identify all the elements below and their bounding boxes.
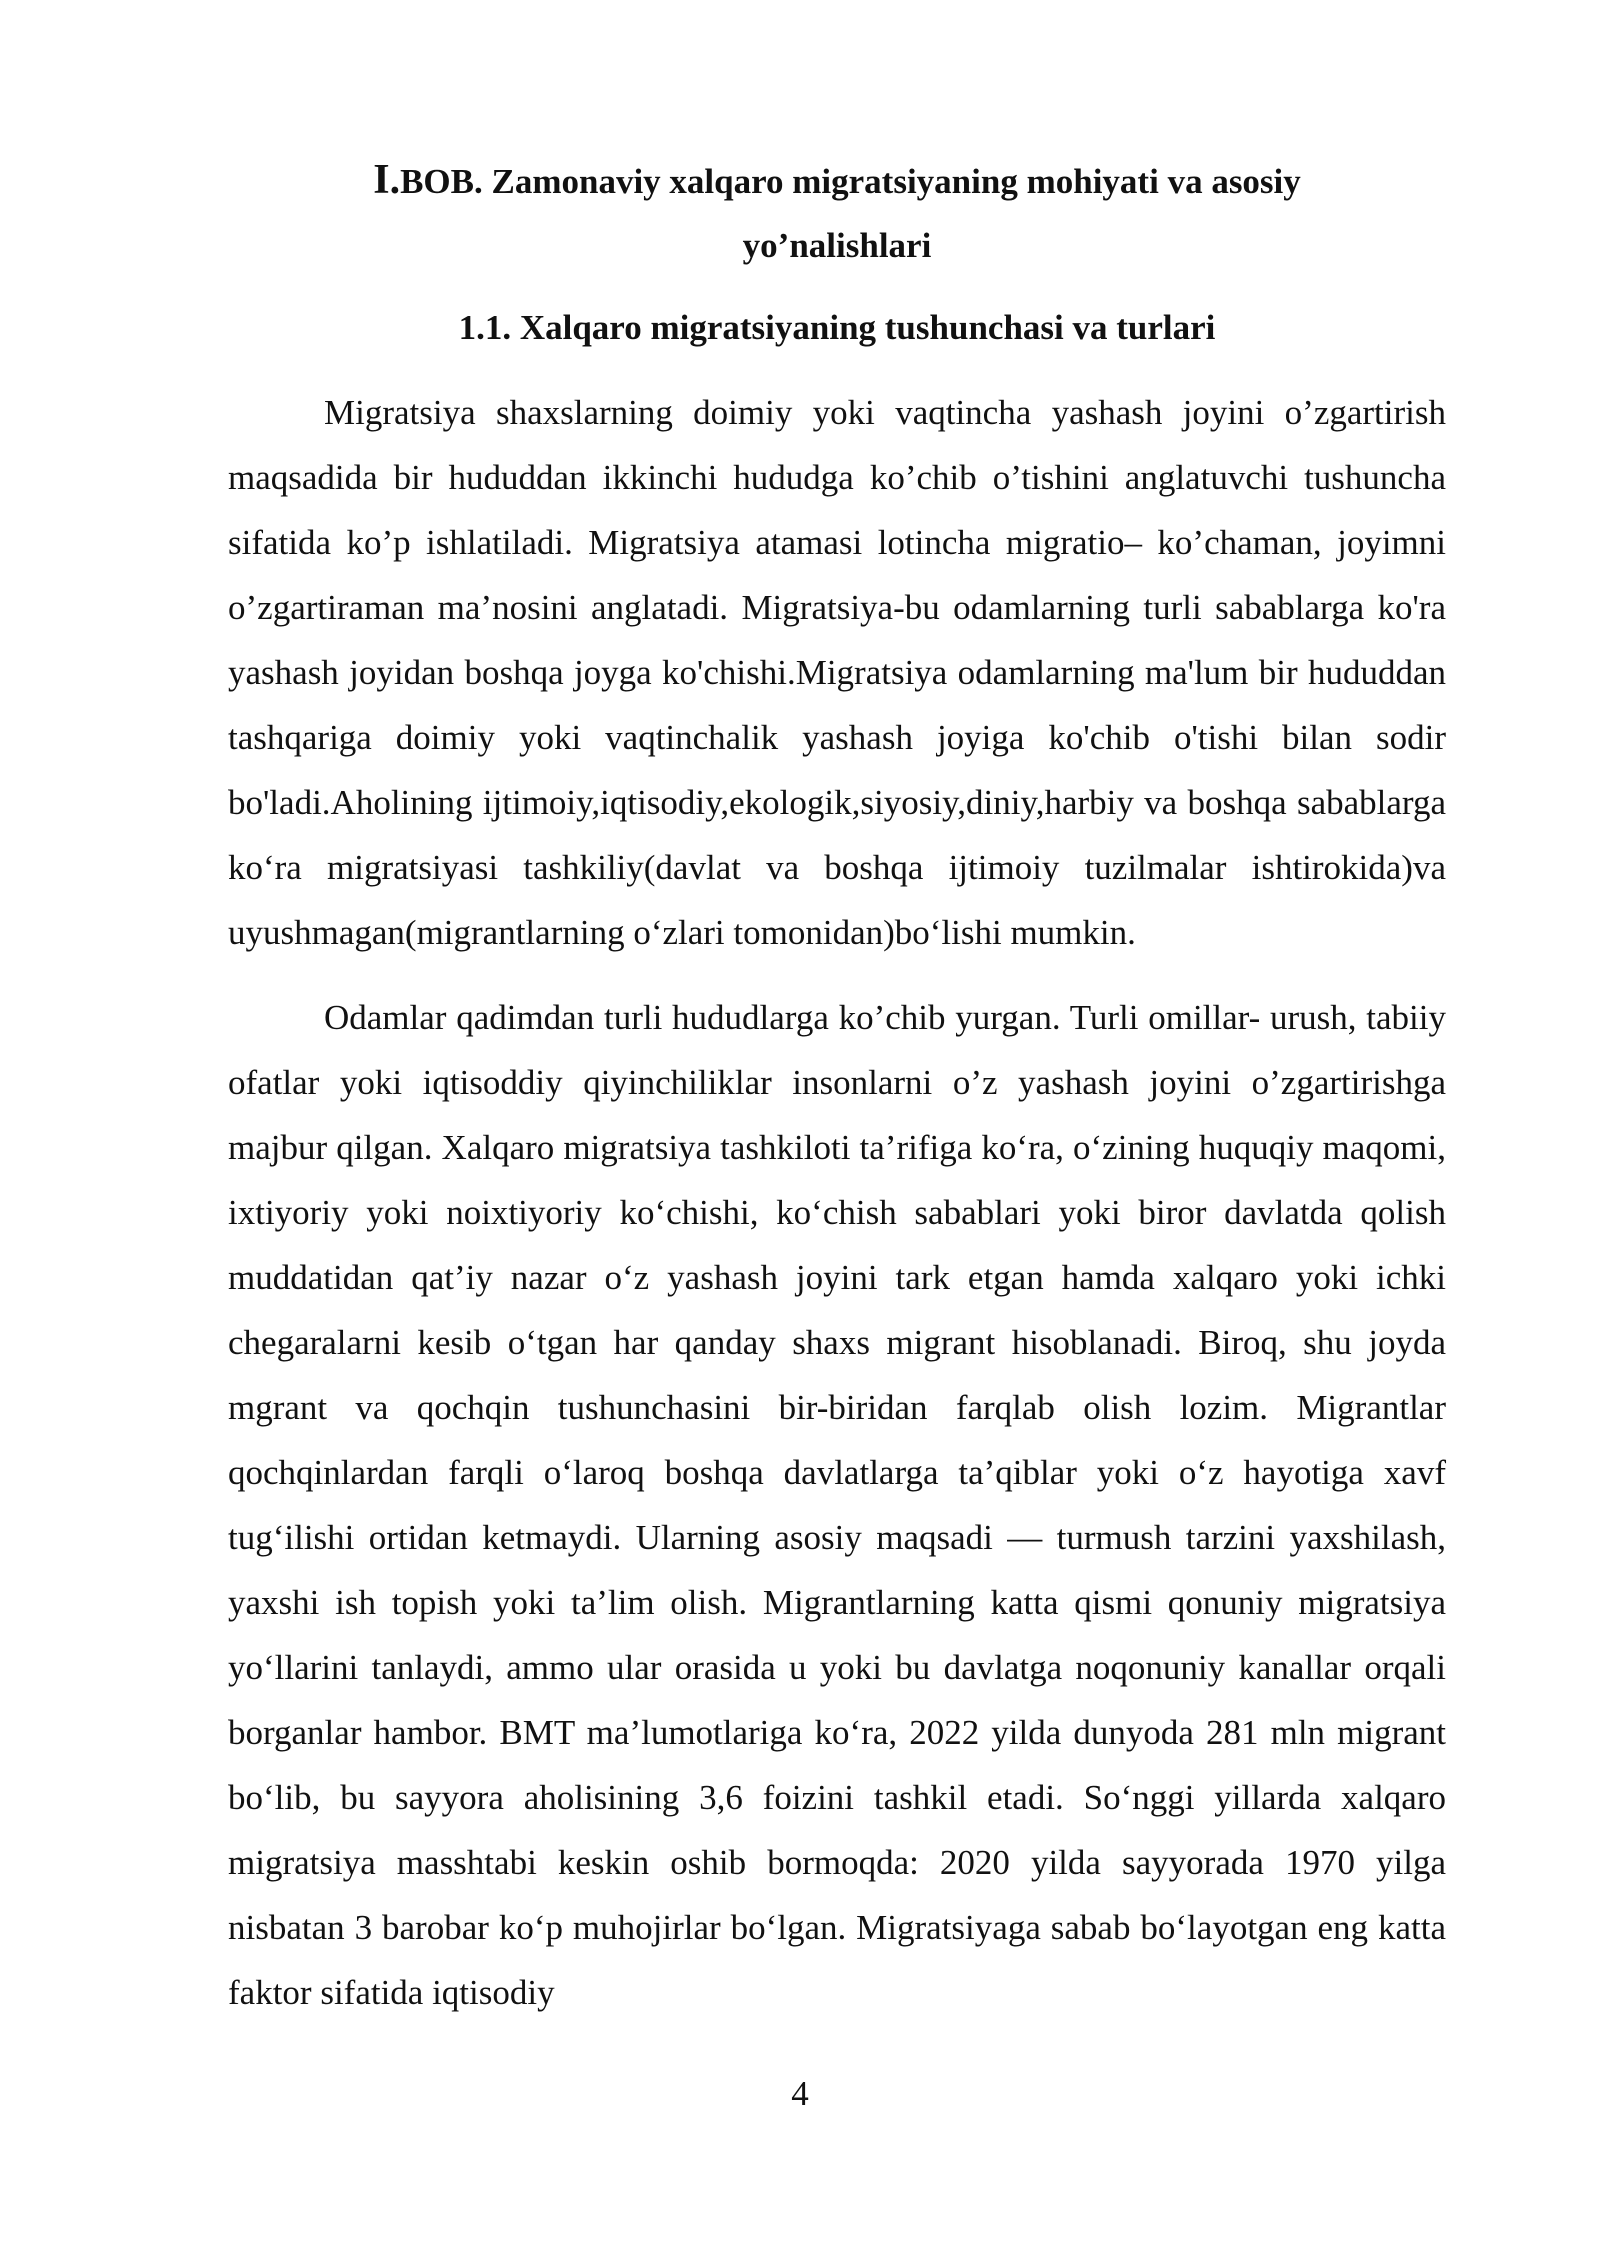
- chapter-title-line-2: yo’nalishlari: [742, 226, 932, 265]
- body-paragraph-1: Migratsiya shaxslarning doimiy yoki vaqtincha yashash joyini o’zgartirish maqsadida bir hududdan ikkinchi hududga ko’chib o’tishini anglatuvchi tushuncha sifatida ko’p ishlatiladi. Migratsiya atamasi lotincha migratio– ko’chaman, joyimni o’zgartiraman ma’nosini anglatadi. Migratsiya-bu odamlarning turli sabablarga ko'ra yashash joyidan boshqa joyga ko'chishi.Migratsiya odamlarning ma'lum bir hududdan tashqariga doimiy yoki vaqtinchalik yashash joyiga ko'chib o'tishi bilan sodir bo'ladi.Aholining ijtimoiy,iqtisodiy,ekologik,siyosiy,diniy,harbiy va boshqa sabablarga ko‘ra migratsiyasi tashkiliy(davlat va boshqa ijtimoiy tuzilmalar ishtirokida)va uyushmagan(migrantlarning o‘zlari tomonidan)bo‘lishi mumkin.: [228, 393, 1446, 952]
- document-page: [228, 148, 1446, 2025]
- section-title: 1.1. Xalqaro migratsiyaning tushunchasi va turlari: [458, 308, 1216, 347]
- chapter-title-line-1: BOB. Zamonaviy xalqaro migratsiyaning mohiyati va asosiy: [400, 162, 1301, 201]
- page-number: 4: [791, 2074, 809, 2113]
- chapter-title: [228, 148, 1446, 278]
- chapter-roman-numeral: I.: [373, 157, 401, 203]
- body-paragraph-2: Odamlar qadimdan turli hududlarga ko’chib yurgan. Turli omillar- urush, tabiiy ofatlar yoki iqtisoddiy qiyinchiliklar insonlarni o’z yashash joyini o’zgartirishga majbur qilgan. Xalqaro migratsiya tashkiloti ta’rifiga ko‘ra, o‘zining huquqiy maqomi, ixtiyoriy yoki noixtiyoriy ko‘chishi, ko‘chish sabablari yoki biror davlatda qolish muddatidan qat’iy nazar o‘z yashash joyini tark etgan hamda xalqaro yoki ichki chegaralarni kesib o‘tgan har qanday shaxs migrant hisoblanadi. Biroq, shu joyda mgrant va qochqin tushunchasini bir-biridan farqlab olish lozim. Migrantlar qochqinlardan farqli o‘laroq boshqa davlatlarga ta’qiblar yoki o‘z hayotiga xavf tug‘ilishi ortidan ketmaydi. Ularning asosiy maqsadi — turmush tarzini yaxshilash, yaxshi ish topish yoki ta’lim olish. Migrantlarning katta qismi qonuniy migratsiya yo‘llarini tanlaydi, ammo ular orasida u yoki bu davlatga noqonuniy kanallar orqali borganlar hambor. BMT ma’lumotlariga ko‘ra, 2022 yilda dunyoda 281 mln migrant bo‘lib, bu sayyora aholisining 3,6 foizini tashkil etadi. So‘nggi yillarda xalqaro migratsiya masshtabi keskin oshib bormoqda: 2020 yilda sayyorada 1970 yilga nisbatan 3 barobar ko‘p muhojirlar bo‘lgan. Migratsiyaga sabab bo‘layotgan eng katta faktor sifatida iqtisodiy: [228, 998, 1446, 2012]
